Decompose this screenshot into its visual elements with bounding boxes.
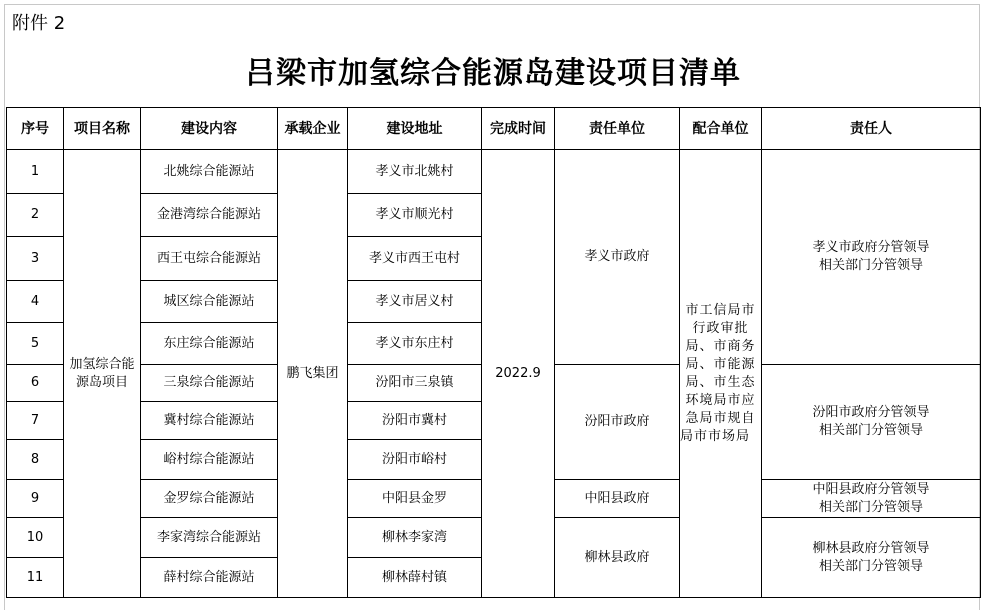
cell-content: 冀村综合能源站 [141, 402, 278, 440]
header-row [7, 108, 981, 150]
cell-seq: 6 [7, 365, 64, 402]
header-cooperating-unit: 配合单位 [680, 108, 762, 150]
header-responsible-person: 责任人 [762, 108, 981, 150]
person-line-1: 汾阳市政府分管领导 [812, 405, 930, 420]
cell-address: 中阳县金罗 [348, 480, 482, 518]
cell-seq: 1 [7, 150, 64, 194]
project-table [6, 107, 981, 598]
cell-address: 孝义市东庄村 [348, 323, 482, 365]
cell-unit-liulin: 柳林县政府 [555, 518, 680, 598]
cell-content: 西王屯综合能源站 [141, 237, 278, 281]
cell-seq: 9 [7, 480, 64, 518]
cell-seq: 4 [7, 281, 64, 323]
cell-address: 汾阳市峪村 [348, 440, 482, 480]
header-project-name: 项目名称 [64, 108, 141, 150]
cell-address: 孝义市北姚村 [348, 150, 482, 194]
cell-person-liulin [762, 518, 981, 598]
cell-person-fenyang [762, 365, 981, 480]
header-seq: 序号 [7, 108, 64, 150]
cell-seq: 10 [7, 518, 64, 558]
cell-company: 鹏飞集团 [278, 150, 348, 598]
header-address: 建设地址 [348, 108, 482, 150]
cell-address: 柳林薛村镇 [348, 558, 482, 598]
cell-address: 孝义市顺光村 [348, 194, 482, 237]
cell-seq: 8 [7, 440, 64, 480]
person-line-1: 孝义市政府分管领导 [812, 240, 930, 255]
cell-person-xiaoyi [762, 150, 981, 365]
cell-content: 东庄综合能源站 [141, 323, 278, 365]
document-title: 吕梁市加氢综合能源岛建设项目清单 [245, 56, 741, 91]
cell-content: 金港湾综合能源站 [141, 194, 278, 237]
person-line-1: 柳林县政府分管领导 [812, 540, 930, 556]
cell-address: 柳林李家湾 [348, 518, 482, 558]
cell-seq: 5 [7, 323, 64, 365]
cell-seq: 2 [7, 194, 64, 237]
cell-project-name: 加氢综合能源岛项目 [64, 150, 141, 598]
cell-content: 峪村综合能源站 [141, 440, 278, 480]
table-row [7, 150, 981, 194]
cell-address: 孝义市西王屯村 [348, 237, 482, 281]
cell-content: 城区综合能源站 [141, 281, 278, 323]
cell-content: 北姚综合能源站 [141, 150, 278, 194]
person-line-2: 相关部门分管领导 [818, 558, 923, 574]
cell-unit-xiaoyi: 孝义市政府 [555, 150, 680, 365]
cell-content: 薛村综合能源站 [141, 558, 278, 598]
cell-content: 金罗综合能源站 [141, 480, 278, 518]
cell-unit-fenyang: 汾阳市政府 [555, 365, 680, 480]
cell-seq: 11 [7, 558, 64, 598]
header-completion: 完成时间 [482, 108, 555, 150]
person-line-2: 相关部门分管领导 [818, 423, 923, 438]
cell-seq: 7 [7, 402, 64, 440]
cell-content: 李家湾综合能源站 [141, 518, 278, 558]
cell-address: 汾阳市三泉镇 [348, 365, 482, 402]
cell-cooperating-unit: 市工信局市行政审批局、市商务局、市能源局、市生态环境局市应急局市规自局市市场局 [680, 150, 762, 598]
attachment-label: 附件 2 [12, 13, 66, 34]
cell-completion: 2022.9 [482, 150, 555, 598]
person-line-2: 相关部门分管领导 [818, 258, 923, 273]
cell-address: 汾阳市冀村 [348, 402, 482, 440]
cell-unit-zhongyang: 中阳县政府 [555, 480, 680, 518]
cell-person-zhongyang [762, 480, 981, 518]
header-responsible-unit: 责任单位 [555, 108, 680, 150]
header-content: 建设内容 [141, 108, 278, 150]
person-line-1: 中阳县政府分管领导 [812, 481, 930, 497]
header-company: 承载企业 [278, 108, 348, 150]
person-line-2: 相关部门分管领导 [818, 499, 923, 515]
cell-address: 孝义市居义村 [348, 281, 482, 323]
cell-content: 三泉综合能源站 [141, 365, 278, 402]
cell-seq: 3 [7, 237, 64, 281]
